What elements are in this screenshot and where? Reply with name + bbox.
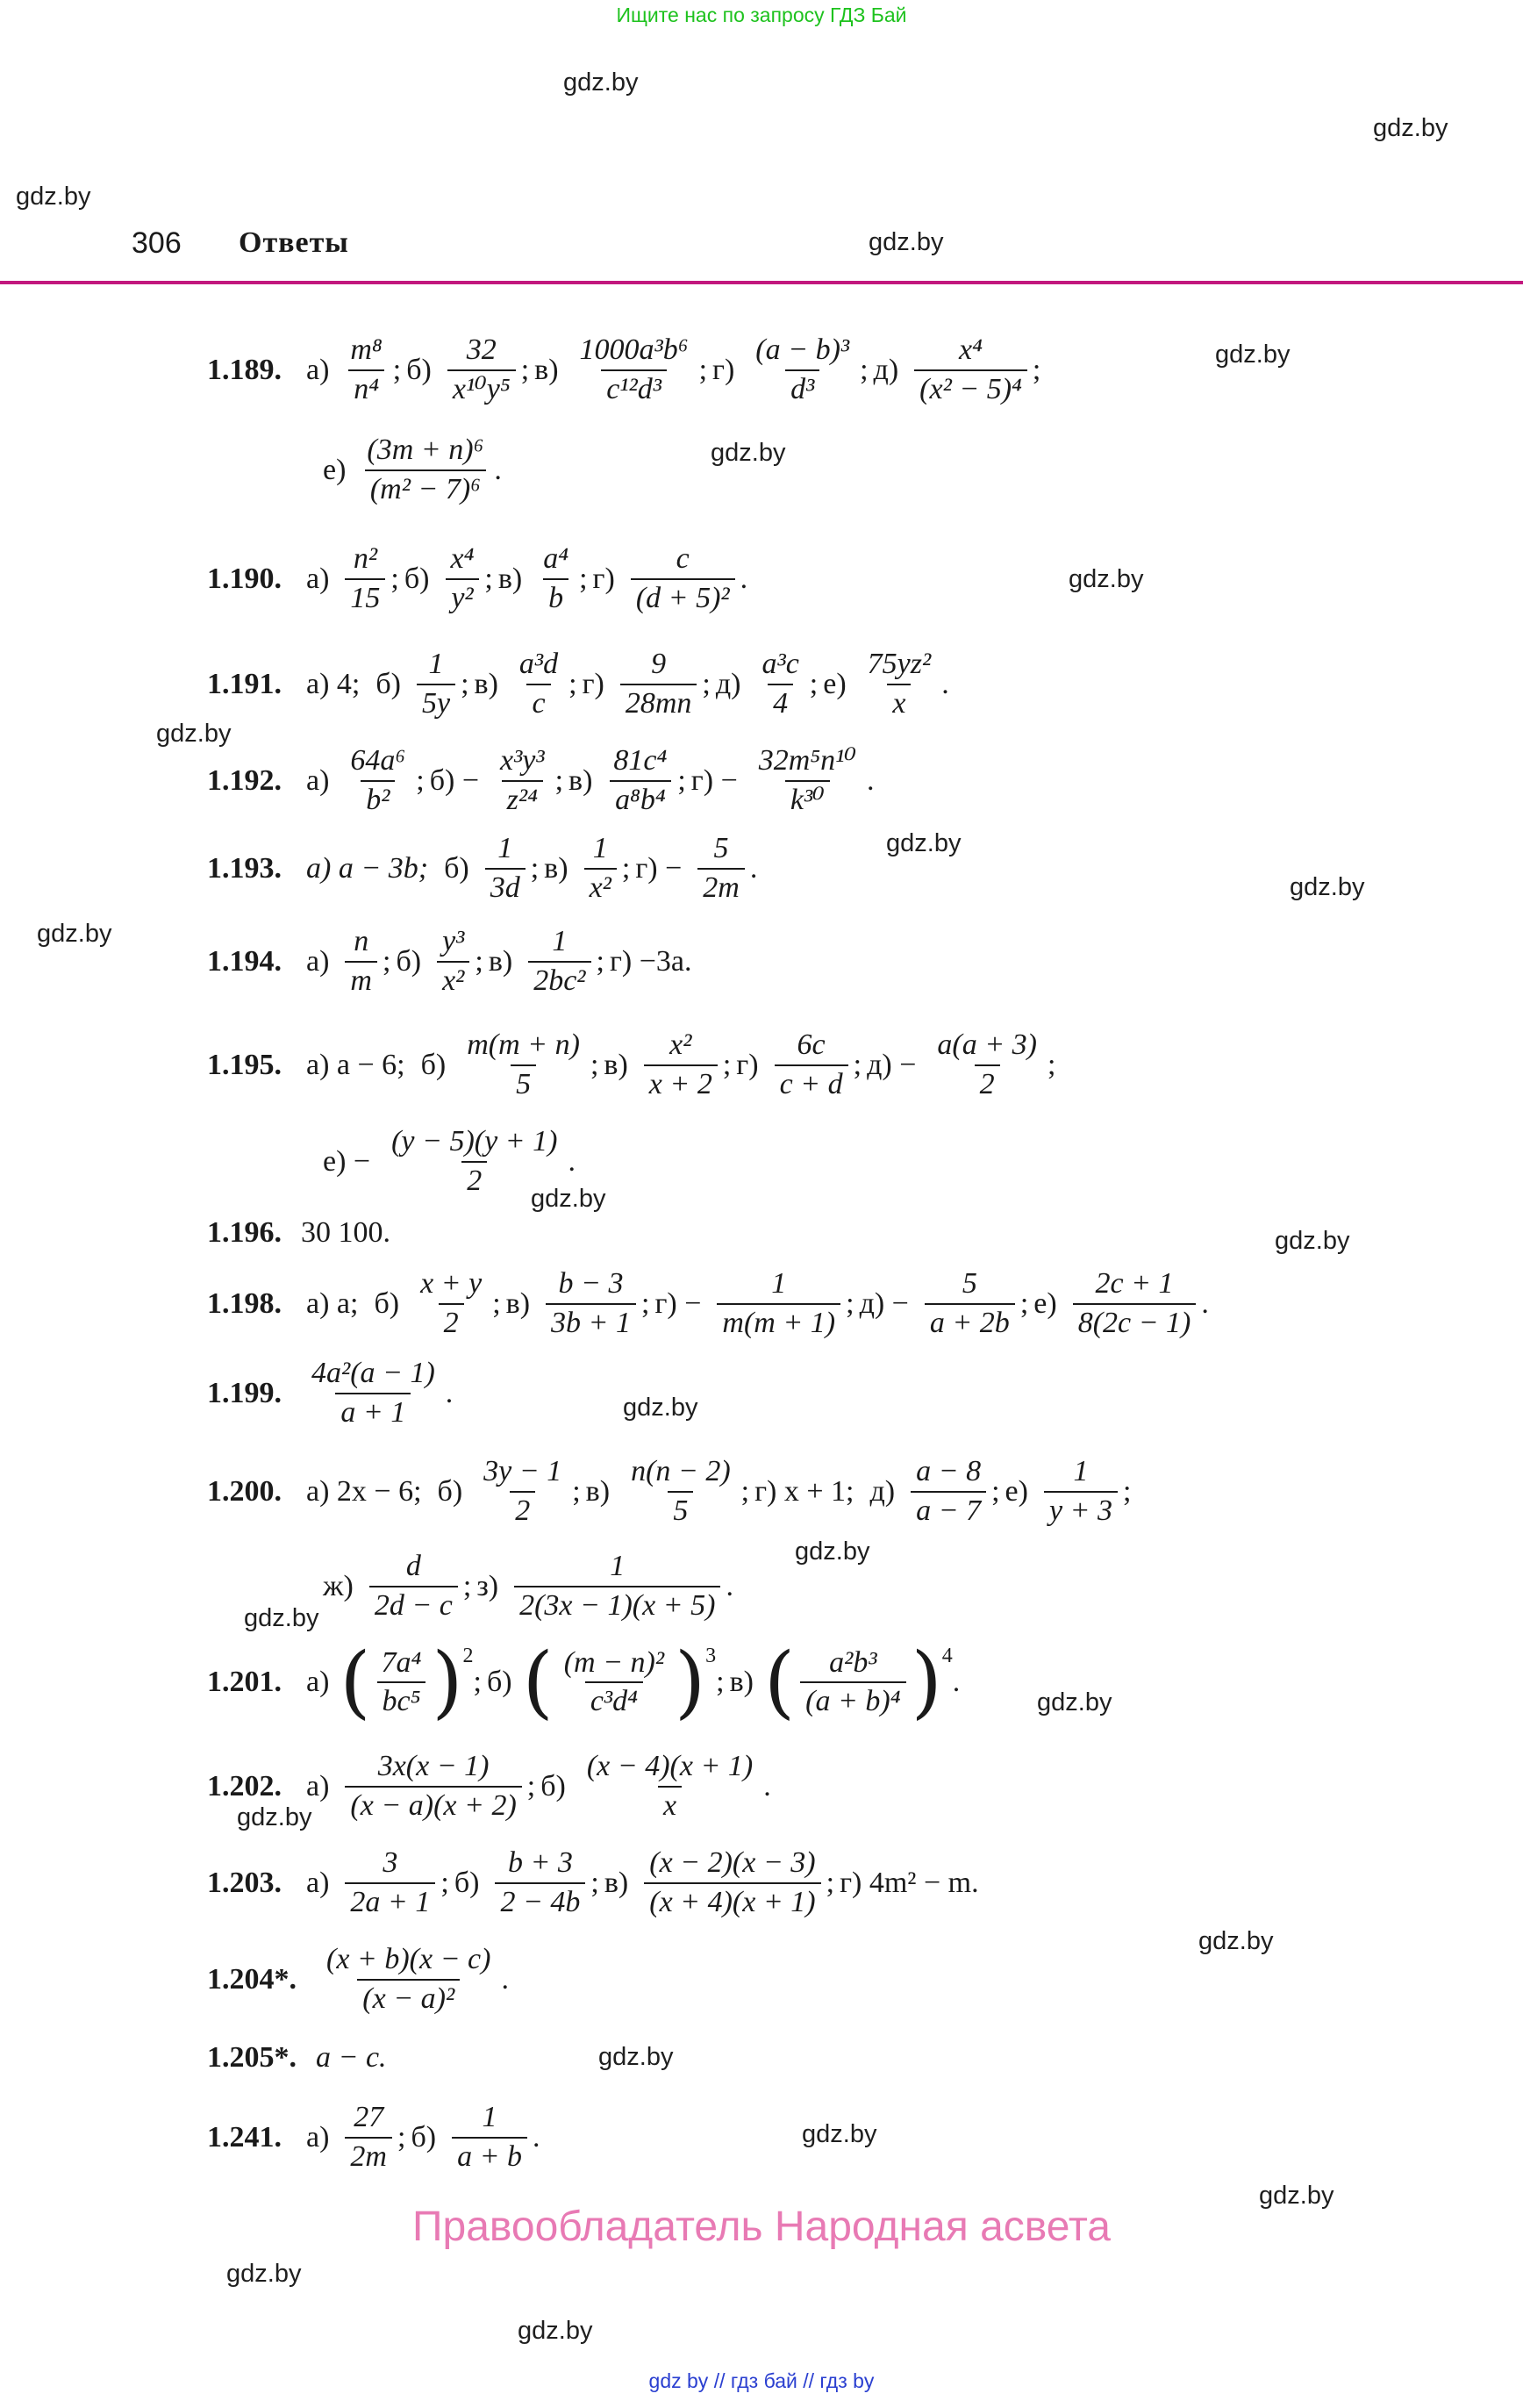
answer-1-200-cont: ж) $\frac{d}{2d - c}$ ; з) $\frac{1}{2(3x - 1)(x + 5)}$ . [318, 1548, 733, 1624]
answer-number: 1.192. [207, 763, 282, 797]
label: б) [374, 1286, 400, 1320]
fraction: $\frac{\text{m⁸}}{\text{n⁴}}$ [345, 332, 387, 408]
label: е) [823, 667, 847, 700]
label: д) [873, 353, 899, 386]
fraction: $\frac{\text{x²}}{x + 2}$ [644, 1027, 718, 1103]
label: а) [306, 1866, 330, 1899]
fraction: $\frac{\text{x⁴}}{\text{(x² − 5)⁴}}$ [914, 332, 1027, 408]
answer-number: 1.205*. [207, 2041, 297, 2074]
label: а) [306, 763, 330, 797]
watermark: gdz.by [1290, 873, 1365, 901]
label: г) − [690, 763, 738, 797]
fraction: $\frac{\text{(3m + n)⁶}}{\text{(m² − 7)⁶}}$ [361, 432, 489, 508]
fraction: $\frac{1}{y + 3}$ [1044, 1453, 1118, 1530]
answer-1-195: 1.195. а) a − 6; б) $\frac{m(m + n)}{5}$ ; в) $\frac{\text{x²}}{x + 2}$ ; г) $\frac{6c}{c + d}$ ; д) − $\frac{a(a + 3)}{2}$ ; [207, 1027, 1055, 1103]
fraction: $\frac{2c + 1}{8(2c - 1)}$ [1073, 1265, 1197, 1342]
label: а) a; [306, 1286, 359, 1320]
label: е) [1033, 1286, 1057, 1320]
fraction: $\frac{32}{\text{x¹⁰y⁵}}$ [447, 332, 516, 408]
answer-1-200: 1.200. а) 2x − 6; б) $\frac{3y - 1}{2}$ ; в) $\frac{n(n - 2)}{5}$ ; г) x + 1; д) $\frac{a - 8}{a - 7}$ ; е) $\frac{1}{y + 3}$ ; [207, 1453, 1131, 1530]
section-title: Ответы [239, 226, 349, 259]
answer-text: a − c. [316, 2041, 387, 2074]
answer-text: 30 100. [301, 1216, 390, 1249]
watermark: gdz.by [869, 228, 944, 256]
watermark: gdz.by [1373, 114, 1448, 142]
watermark: gdz.by [16, 183, 91, 211]
watermark: gdz.by [1215, 340, 1291, 369]
fraction: $\frac{1}{5y}$ [417, 646, 455, 722]
fraction: $\frac{m(m + n)}{5}$ [461, 1027, 585, 1103]
fraction: $\frac{\text{a²b³}}{\text{(a + b)⁴}}$ [800, 1645, 905, 1721]
watermark: gdz.by [156, 720, 232, 748]
fraction: $\frac{\text{(a − b)³}}{\text{d³}}$ [750, 332, 854, 408]
fraction: $\frac{\text{n²}}{15}$ [345, 541, 385, 617]
answer-number: 1.198. [207, 1286, 282, 1320]
label: а) 4; [306, 667, 361, 700]
fraction: $\frac{1}{\text{2bc²}}$ [528, 923, 590, 1000]
fraction: $\frac{\text{32m⁵n¹⁰}}{\text{k³⁰}}$ [754, 742, 862, 819]
answer-1-191: 1.191. а) 4; б) $\frac{1}{5y}$ ; в) $\frac{\text{a³d}}{c}$ ; г) $\frac{9}{28mn}$ ; д) $\frac{\text{a³c}}{4}$ ; е) $\frac{\text{75yz²}}{x}$ . [207, 646, 949, 722]
footer-links[interactable]: gdz by // гдз бай // гдз by [648, 2369, 875, 2392]
label: б) [454, 1866, 480, 1899]
label: б) [437, 1474, 463, 1508]
label: в) [604, 1866, 629, 1899]
fraction: $\frac{\text{a³c}}{4}$ [757, 646, 804, 722]
fraction: $\frac{\text{a⁴}}{b}$ [538, 541, 574, 617]
label: б) [396, 944, 422, 978]
copyright-notice: Правообладатель Народная асвета [412, 2204, 1111, 2250]
label: ж) [323, 1569, 354, 1602]
exponent: 4 [941, 1645, 953, 1667]
watermark: gdz.by [623, 1394, 698, 1422]
header-rule [0, 281, 1523, 284]
fraction: $\frac{\text{64a⁶}}{\text{b²}}$ [345, 742, 411, 819]
label: в) [544, 851, 568, 885]
answer-1-201: 1.201. а) ( $\frac{\text{7a⁴}}{\text{bc⁵}}$ ) 2 ; б) ( $\frac{\text{(m − n)²}}{\text{c³d⁴}}$ ) 3 ; в) ( $\frac{\text{a²b³}}{\text{(a + b)⁴}}$ ) 4 . [207, 1636, 961, 1728]
watermark: gdz.by [244, 1604, 319, 1632]
label: г) − [654, 1286, 702, 1320]
answer-number: 1.189. [207, 353, 282, 386]
label: в) [604, 1048, 628, 1081]
answer-number: 1.241. [207, 2120, 282, 2154]
fraction: $\frac{\text{x⁴}}{\text{y²}}$ [446, 541, 480, 617]
fraction: $\frac{(y - 5)(y + 1)}{2}$ [386, 1123, 562, 1200]
label: з) [476, 1569, 499, 1602]
fraction: $\frac{(x - 4)(x + 1)}{x}$ [582, 1748, 758, 1824]
label: д) [715, 667, 741, 700]
label: а) [306, 2120, 330, 2154]
answer-1-199: 1.199. $\frac{\text{4a²(a − 1)}}{a + 1}$ . [207, 1355, 453, 1431]
label: а) [306, 1769, 330, 1802]
label: г) − [635, 851, 683, 885]
watermark: gdz.by [237, 1803, 312, 1831]
label: б) [411, 2120, 437, 2154]
fraction: $\frac{n(n - 2)}{5}$ [626, 1453, 736, 1530]
label: г) [592, 562, 615, 595]
fraction: $\frac{a - 8}{a - 7}$ [911, 1453, 986, 1530]
fraction: $\frac{\text{75yz²}}{x}$ [862, 646, 937, 722]
fraction: $\frac{b - 3}{3b + 1}$ [546, 1265, 636, 1342]
fraction: $\frac{\text{(m − n)²}}{\text{c³d⁴}}$ [559, 1645, 669, 1721]
fraction: $\frac{a(a + 3)}{2}$ [932, 1027, 1042, 1103]
fraction: $\frac{1}{a + b}$ [452, 2099, 527, 2175]
watermark: gdz.by [802, 2120, 877, 2148]
fraction: $\frac{\text{7a⁴}}{\text{bc⁵}}$ [376, 1645, 427, 1721]
label: а) [306, 353, 330, 386]
answer-1-202: 1.202. а) $\frac{3x(x - 1)}{(x - a)(x + 2)}$ ; б) $\frac{(x - 4)(x + 1)}{x}$ . [207, 1748, 771, 1824]
fraction: $\frac{1}{3d}$ [485, 830, 526, 907]
answer-number: 1.193. [207, 851, 282, 885]
fraction: $\frac{1}{2(3x - 1)(x + 5)}$ [514, 1548, 720, 1624]
fraction: $\frac{5}{a + 2b}$ [925, 1265, 1015, 1342]
answer-number: 1.194. [207, 944, 282, 978]
answer-1-198: 1.198. а) a; б) $\frac{x + y}{2}$ ; в) $\frac{b - 3}{3b + 1}$ ; г) − $\frac{1}{m(m + 1)}$ ; д) − $\frac{5}{a + 2b}$ ; е) $\frac{2c + 1}{8(2c - 1)}$ . [207, 1265, 1209, 1342]
label: б) [404, 562, 430, 595]
answer-1-195-cont: е) − $\frac{(y - 5)(y + 1)}{2}$ . [318, 1123, 576, 1200]
answer-number: 1.195. [207, 1048, 282, 1081]
answer-1-194: 1.194. а) $\frac{n}{m}$ ; б) $\frac{\text{y³}}{\text{x²}}$ ; в) $\frac{1}{\text{2bc²}}$ ; г) −3a. [207, 923, 703, 1000]
label: г) 4m² − m. [840, 1866, 979, 1899]
label: а) [306, 562, 330, 595]
label: б) [406, 353, 432, 386]
fraction: $\frac{\text{4a²(a − 1)}}{a + 1}$ [306, 1355, 440, 1431]
watermark: gdz.by [1275, 1227, 1350, 1255]
fraction: $\frac{\text{81c⁴}}{\text{a⁸b⁴}}$ [608, 742, 672, 819]
watermark: gdz.by [1259, 2182, 1334, 2210]
label: г) [582, 667, 604, 700]
fraction: $\frac{b + 3}{2 - 4b}$ [495, 1845, 585, 1921]
watermark: gdz.by [886, 829, 962, 857]
label: г) [736, 1048, 759, 1081]
watermark: gdz.by [598, 2043, 674, 2071]
fraction: $\frac{(x + b)(x - c)}{\text{(x − a)²}}$ [321, 1941, 496, 2017]
label: б) − [429, 763, 479, 797]
label: д) − [867, 1048, 917, 1081]
answer-1-241: 1.241. а) $\frac{27}{2m}$ ; б) $\frac{1}{a + b}$ . [207, 2099, 540, 2175]
fraction: $\frac{9}{28mn}$ [620, 646, 697, 722]
fraction: $\frac{d}{2d - c}$ [369, 1548, 458, 1624]
fraction: $\frac{3x(x - 1)}{(x - a)(x + 2)}$ [345, 1748, 521, 1824]
label: д) − [859, 1286, 909, 1320]
label: в) [488, 944, 513, 978]
label: б) [444, 851, 469, 885]
answer-number: 1.191. [207, 667, 282, 700]
exponent: 3 [705, 1645, 717, 1667]
fraction: $\frac{27}{2m}$ [345, 2099, 392, 2175]
fraction: $\frac{1}{m(m + 1)}$ [717, 1265, 840, 1342]
answer-number: 1.190. [207, 562, 282, 595]
label: б) [420, 1048, 447, 1081]
answer-1-190: 1.190. а) $\frac{\text{n²}}{15}$ ; б) $\frac{\text{x⁴}}{\text{y²}}$ ; в) $\frac{\text{a⁴}}{b}$ ; г) $\frac{c}{\text{(d + 5)²}}$ . [207, 541, 747, 617]
fraction: $\frac{\text{a³d}}{c}$ [514, 646, 563, 722]
label: б) [486, 1666, 512, 1698]
watermark: gdz.by [563, 68, 639, 97]
top-note[interactable]: Ищите нас по запросу ГДЗ Бай [616, 4, 907, 26]
watermark: gdz.by [1198, 1927, 1274, 1955]
fraction: $\frac{5}{2m}$ [697, 830, 745, 907]
label: а) a − 3b; [306, 851, 429, 885]
fraction: $\frac{(x - 2)(x - 3)}{(x + 4)(x + 1)}$ [644, 1845, 820, 1921]
watermark: gdz.by [37, 920, 112, 948]
label: г) x + 1; [754, 1474, 854, 1508]
fraction: $\frac{\text{x³y³}}{\text{z²⁴}}$ [495, 742, 550, 819]
label: в) [585, 1474, 611, 1508]
fraction: $\frac{\text{1000a³b⁶}}{\text{c¹²d³}}$ [575, 332, 694, 408]
fraction: $\frac{\text{y³}}{\text{x²}}$ [437, 923, 469, 1000]
watermark: gdz.by [1037, 1688, 1112, 1716]
label: в) [729, 1666, 754, 1698]
label: е) [323, 453, 347, 486]
answer-number: 1.203. [207, 1866, 282, 1899]
answer-1-189-cont: е) $\frac{\text{(3m + n)⁶}}{\text{(m² − 7)⁶}}$ . [318, 432, 502, 508]
fraction: $\frac{3y - 1}{2}$ [478, 1453, 567, 1530]
answer-number: 1.200. [207, 1474, 282, 1508]
answer-1-193: 1.193. а) a − 3b; б) $\frac{1}{3d}$ ; в) $\frac{1}{\text{x²}}$ ; г) − $\frac{5}{2m}$ . [207, 830, 757, 907]
label: в) [497, 562, 523, 595]
label: е) − [323, 1144, 371, 1178]
label: в) [534, 353, 559, 386]
label: б) [375, 667, 401, 700]
answer-number: 1.204*. [207, 1962, 297, 1996]
label: г) −3a. [609, 944, 692, 978]
fraction: $\frac{3}{2a + 1}$ [345, 1845, 435, 1921]
label: в) [568, 763, 593, 797]
watermark: gdz.by [711, 439, 786, 467]
answer-1-204: 1.204*. $\frac{(x + b)(x - c)}{\text{(x − a)²}}$ . [207, 1941, 509, 2017]
label: а) [306, 944, 330, 978]
label: а) 2x − 6; [306, 1474, 422, 1508]
label: а) [306, 1666, 330, 1698]
label: д) [869, 1474, 896, 1508]
label: г) [712, 353, 735, 386]
watermark: gdz.by [531, 1185, 606, 1213]
answer-number: 1.199. [207, 1376, 282, 1409]
answer-1-192: 1.192. а) $\frac{\text{64a⁶}}{\text{b²}}$ ; б) − $\frac{\text{x³y³}}{\text{z²⁴}}$ ; в) $\frac{\text{81c⁴}}{\text{a⁸b⁴}}$ ; г) − $\frac{\text{32m⁵n¹⁰}}{\text{k³⁰}}$ . [207, 742, 874, 819]
label: в) [505, 1286, 531, 1320]
fraction: $\frac{c}{\text{(d + 5)²}}$ [631, 541, 735, 617]
label: б) [540, 1769, 566, 1802]
answer-1-196 [207, 1216, 390, 1250]
page-number: 306 [132, 226, 182, 260]
answer-1-189: 1.189. а) $\frac{\text{m⁸}}{\text{n⁴}}$ ; б) $\frac{32}{\text{x¹⁰y⁵}}$ ; в) $\frac{\text{1000a³b⁶}}{\text{c¹²d³}}$ ; г) $\frac{\text{(a − b)³}}{\text{d³}}$ ; д) $\frac{\text{x⁴}}{\text{(x² − 5)⁴}}$ ; [207, 332, 1040, 408]
answer-number: 1.196. [207, 1216, 282, 1249]
fraction: $\frac{1}{\text{x²}}$ [584, 830, 617, 907]
label: е) [1005, 1474, 1028, 1508]
answer-number: 1.201. [207, 1666, 282, 1698]
answer-number: 1.202. [207, 1769, 282, 1802]
answer-1-203: 1.203. а) $\frac{3}{2a + 1}$ ; б) $\frac{b + 3}{2 - 4b}$ ; в) $\frac{(x - 2)(x - 3)}{(x + 4)(x + 1)}$ ; г) 4m² − m. [207, 1845, 990, 1921]
watermark: gdz.by [795, 1537, 870, 1566]
label: в) [474, 667, 498, 700]
fraction: $\frac{x + y}{2}$ [415, 1265, 487, 1342]
watermark: gdz.by [226, 2260, 302, 2288]
watermark: gdz.by [518, 2317, 593, 2345]
label: а) a − 6; [306, 1048, 405, 1081]
fraction: $\frac{6c}{c + d}$ [775, 1027, 848, 1103]
fraction: $\frac{n}{m}$ [345, 923, 377, 1000]
answer-1-205 [207, 2041, 387, 2075]
exponent: 2 [462, 1645, 474, 1667]
watermark: gdz.by [1069, 565, 1144, 593]
